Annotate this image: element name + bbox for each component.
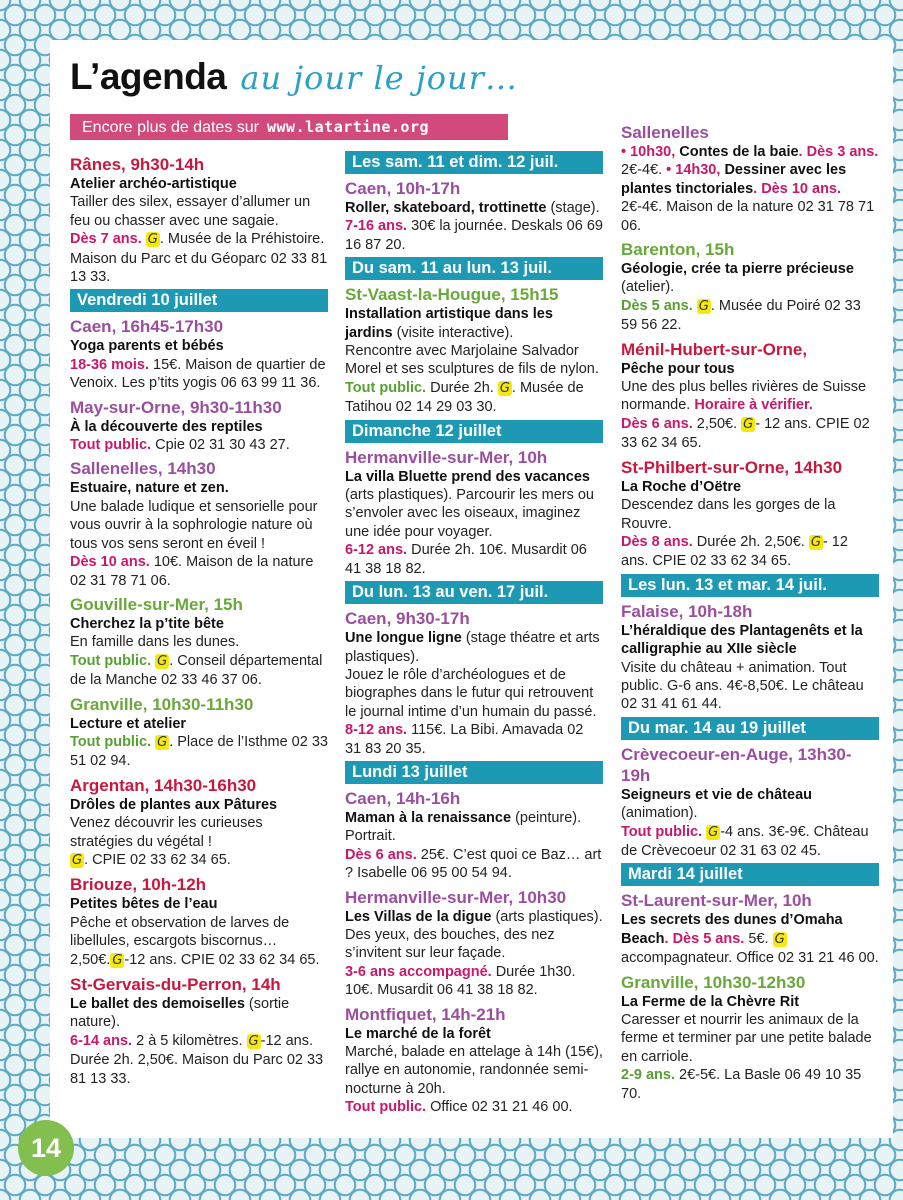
event-age: Tout public.	[70, 437, 152, 454]
date-header: Lundi 13 juillet	[345, 761, 603, 784]
event-age: Dès 8 ans.	[621, 533, 693, 550]
event-title: Installation artistique dans les jardins	[345, 306, 553, 341]
event-place: Hermanville-sur-Mer, 10h	[345, 447, 548, 467]
event-info-2: -12 ans. Durée 2h. 2,50€. Maison du Parc 02 33 81 13 33.	[70, 1032, 324, 1087]
event-title: La villa Bluette prend des vacances	[345, 468, 590, 485]
event-place: Gouville-sur-Mer, 15h	[70, 594, 243, 614]
event-st-laurent	[621, 890, 879, 967]
event-title: À la découverte des reptiles	[70, 418, 263, 435]
website-link[interactable]: www.latartine.org	[267, 118, 430, 136]
event-caen-roller	[345, 178, 603, 254]
event-info: Office 02 31 21 46 00.	[430, 1099, 573, 1116]
event-title: Le marché de la forêt	[345, 1025, 491, 1042]
event-age: 6-14 ans.	[70, 1032, 133, 1049]
event-title: Les secrets des dunes d’Omaha Beach	[621, 912, 843, 947]
event-age: Dès 6 ans.	[345, 846, 417, 863]
date-header: Du sam. 11 au lun. 13 juil.	[345, 257, 603, 280]
event-age: 7-16 ans.	[345, 218, 408, 235]
event-time: • 10h30,	[621, 144, 676, 160]
event-title: Estuaire, nature et zen.	[70, 480, 229, 497]
event-title: Le ballet des demoiselles	[70, 996, 245, 1012]
event-place: May-sur-Orne, 9h30-11h30	[70, 397, 282, 417]
event-info-2: accompagnateur. Office 02 31 21 46 00.	[621, 950, 879, 967]
event-place: St-Gervais-du-Perron, 14h	[70, 975, 281, 994]
event-desc: Pêche et observation de larves de libellules, escargots biscornus… 2,50€.	[70, 914, 290, 968]
event-title-extra: (arts plastiques).	[495, 908, 603, 925]
page-number-badge: 14	[18, 1120, 74, 1176]
event-place: Argentan, 14h30-16h30	[70, 775, 257, 795]
event-age: Tout public.	[70, 652, 152, 669]
page-title	[70, 56, 518, 98]
event-place: Caen, 16h45-17h30	[70, 317, 224, 337]
g-badge-icon: G	[499, 380, 510, 396]
event-age: Dès 5 ans.	[621, 297, 693, 314]
event-crevecoeur	[621, 744, 879, 861]
event-info: Durée 1h30. 10€. Musardit 06 41 38 18 82.	[345, 963, 576, 999]
event-granville	[70, 694, 328, 771]
event-title: Géologie, crée ta pierre précieuse	[621, 261, 854, 278]
g-badge-icon: G	[112, 952, 123, 968]
event-title: Petites bêtes de l’eau	[70, 896, 218, 913]
event-info: 25€. C’est quoi ce Baz… art ? Isabelle 06 95 00 54 94.	[345, 846, 602, 882]
event-title: Pêche pour tous	[621, 360, 735, 377]
column-left	[70, 150, 328, 1091]
event-info: Durée 2h. 10€. Musardit 06 41 38 18 82.	[345, 542, 587, 577]
event-place: Sallenelles	[621, 123, 709, 142]
event-place: Ménil-Hubert-sur-Orne,	[621, 339, 808, 359]
event-info: . Place de l’Isthme 02 33 51 02 94.	[70, 733, 328, 770]
event-info-2: - 12 ans. CPIE 02 33 62 34 65.	[621, 533, 848, 570]
event-st-philbert	[621, 457, 879, 571]
event-desc: Visite du château + animation. Tout public. G-6 ans. 4€-8,50€. Le château 02 31 41 61 44.	[621, 659, 864, 713]
event-info: Cpie 02 31 30 43 27.	[155, 437, 290, 454]
event-info: 30€ la journée. Deskals 06 69 16 87 20.	[345, 218, 603, 253]
event-info-2: 2€-4€. Maison de la nature 02 31 78 71 06.	[621, 199, 875, 234]
event-hermanville-villa	[345, 447, 603, 578]
g-badge-icon: G	[698, 298, 709, 314]
event-info: 115€. La Bibi. Amavada 02 31 83 20 35.	[345, 722, 584, 757]
event-desc: Une balade ludique et sensorielle pour vous ouvrir à la sophrologie nature où tous vos sens seront en éveil !	[70, 498, 318, 552]
event-title: Contes de la baie	[679, 144, 799, 160]
event-info: 15€. Maison de quartier de Venoix. Les p’tits yogis 06 63 99 11 36.	[70, 356, 326, 392]
event-place: Falaise, 10h-18h	[621, 601, 753, 621]
event-desc: En famille dans les dunes.	[70, 634, 240, 651]
event-age: Dès 6 ans.	[621, 415, 693, 432]
event-sallenelles-contes	[621, 122, 879, 235]
event-montfiquet	[345, 1004, 603, 1117]
event-may-sur-orne	[70, 397, 328, 455]
g-badge-icon: G	[147, 232, 158, 248]
event-place: Granville, 10h30-11h30	[70, 694, 254, 714]
event-info: . Conseil départemental de la Manche 02 33 46 37 06.	[70, 652, 323, 689]
event-place: Sallenelles, 14h30	[70, 459, 216, 479]
event-argentan	[70, 775, 328, 871]
event-hermanville-digue	[345, 887, 603, 1000]
event-title-extra: (stage théatre et arts plastiques).	[345, 630, 600, 665]
banner-text: Encore plus de dates sur	[82, 119, 259, 136]
event-granville-ferme	[621, 972, 879, 1103]
event-age: . Dès 3 ans.	[798, 144, 879, 160]
event-place: Rânes, 9h30-14h	[70, 155, 205, 174]
date-header: Mardi 14 juillet	[621, 863, 879, 886]
event-menil-hubert	[621, 339, 879, 453]
event-title: La Ferme de la Chèvre Rit	[621, 993, 800, 1010]
event-age: Tout public.	[345, 379, 427, 396]
event-gouville	[70, 594, 328, 690]
event-title: Une longue ligne	[345, 630, 462, 647]
event-info: . Musée du Poiré 02 33 59 56 22.	[621, 297, 861, 334]
event-caen-maman	[345, 788, 603, 883]
event-place: Barenton, 15h	[621, 240, 735, 260]
event-info: 2€-5€. La Basle 06 49 10 35 70.	[621, 1067, 862, 1102]
event-barenton	[621, 239, 879, 335]
event-info-2: . Musée de Tatihou 02 14 29 03 30.	[345, 379, 584, 416]
event-place: St-Vaast-la-Hougue, 15h15	[345, 285, 559, 305]
event-title: Roller, skateboard, trottinette	[345, 200, 547, 216]
event-info: 5€.	[748, 930, 769, 947]
event-title-extra: (arts plastiques). Parcourir les mers ou s’envoler avec les oiseaux, imaginez une idée pour voyager.	[345, 487, 594, 540]
event-age: Tout public.	[621, 823, 703, 840]
event-title-extra: (stage).	[550, 200, 600, 216]
event-title: Seigneurs et vie de château	[621, 786, 812, 803]
event-info: Durée 2h.	[430, 379, 494, 396]
column-middle	[345, 148, 603, 1120]
date-header: Dimanche 12 juillet	[345, 420, 603, 443]
event-title-extra: (atelier).	[621, 279, 675, 296]
g-badge-icon: G	[810, 534, 821, 550]
event-desc: Portrait.	[345, 828, 396, 845]
event-age: Dès 7 ans.	[70, 231, 142, 248]
event-place: Caen, 9h30-17h	[345, 609, 470, 629]
event-caen-ligne	[345, 608, 603, 758]
g-badge-icon: G	[72, 852, 83, 868]
event-place: Briouze, 10h-12h	[70, 875, 207, 895]
event-title-extra: (sortie nature).	[70, 996, 290, 1031]
g-badge-icon: G	[708, 824, 719, 840]
event-info: 2€-4€.	[621, 162, 663, 179]
event-desc: Des yeux, des bouches, des nez s’invitent sur leur façade.	[345, 926, 555, 962]
event-title: Maman à la renaissance	[345, 809, 512, 826]
event-place: Caen, 14h-16h	[345, 788, 461, 808]
g-badge-icon: G	[157, 653, 168, 669]
event-title: Atelier archéo-artistique	[70, 176, 237, 192]
event-age: Tout public.	[345, 1099, 427, 1116]
event-desc: Tailler des silex, essayer d’allumer un feu ou chasser avec une sagaie.	[70, 194, 311, 229]
event-info: -4 ans. 3€-9€. Château de Crèvecoeur 02 31 63 02 45.	[621, 823, 869, 859]
website-banner	[70, 114, 508, 140]
event-info: 10€. Maison de la nature 02 31 78 71 06.	[70, 554, 314, 589]
event-age: Tout public.	[70, 733, 152, 750]
event-title: Les Villas de la digue	[345, 908, 492, 925]
date-header: Du lun. 13 au ven. 17 juil.	[345, 581, 603, 604]
event-place: Granville, 10h30-12h30	[621, 972, 806, 992]
event-warning: Horaire à vérifier.	[694, 397, 813, 414]
date-header: Du mar. 14 au 19 juillet	[621, 717, 879, 740]
date-header: Vendredi 10 juillet	[70, 289, 328, 312]
event-place: Crèvecoeur-en-Auge, 13h30-19h	[621, 744, 852, 785]
event-age: 3-6 ans accompagné.	[345, 963, 492, 980]
event-place: St-Laurent-sur-Mer, 10h	[621, 891, 812, 911]
title-main: L’agenda	[70, 56, 227, 97]
event-info-2: - 12 ans. CPIE 02 33 62 34 65.	[621, 415, 870, 452]
event-place: Hermanville-sur-Mer, 10h30	[345, 887, 567, 907]
event-title-extra: (animation).	[621, 805, 698, 822]
event-title: Lecture et atelier	[70, 715, 187, 732]
event-age: . Dès 5 ans.	[664, 930, 745, 947]
event-age: 18-36 mois.	[70, 356, 149, 373]
event-info: . CPIE 02 33 62 34 65.	[84, 851, 231, 868]
event-desc: Une des plus belles rivières de Suisse normande.	[621, 379, 867, 414]
event-desc: Jouez le rôle d’archéologues et de biographes dans le futur qui retrouvent le journal intime d’un humain du passé.	[345, 666, 597, 720]
event-title-2: Dessiner avec les plantes tinctoriales	[621, 162, 847, 197]
event-age: 8-12 ans.	[345, 722, 408, 739]
title-script: au jour le jour…	[240, 59, 518, 97]
event-desc: Rencontre avec Marjolaine Salvador Morel et ses sculptures de fils de nylon.	[345, 343, 599, 378]
event-place: Caen, 10h-17h	[345, 179, 461, 198]
event-age: 6-12 ans.	[345, 542, 408, 559]
event-briouze	[70, 874, 328, 970]
event-age: 2-9 ans.	[621, 1067, 675, 1084]
event-info: Durée 2h. 2,50€.	[696, 533, 805, 550]
event-title: L’héraldique des Plantagenêts et la calligraphie au XIIe siècle	[621, 622, 863, 658]
event-caen-yoga	[70, 316, 328, 392]
column-right	[621, 118, 879, 1106]
event-info: 2,50€.	[696, 415, 738, 432]
event-age-2: . Dès 10 ans.	[753, 180, 842, 197]
g-badge-icon: G	[157, 734, 168, 750]
event-age: Dès 10 ans.	[70, 554, 150, 571]
g-badge-icon: G	[248, 1033, 259, 1049]
event-ranes	[70, 154, 328, 286]
event-st-gervais	[70, 974, 328, 1088]
g-badge-icon: G	[743, 416, 754, 432]
event-title: Cherchez la p’tite bête	[70, 615, 224, 632]
event-sallenelles	[70, 458, 328, 589]
event-title-extra: (peinture).	[515, 809, 582, 826]
event-title: La Roche d’Oëtre	[621, 478, 742, 495]
date-header: Les lun. 13 et mar. 14 juil.	[621, 574, 879, 597]
event-title: Drôles de plantes aux Pâtures	[70, 796, 278, 813]
event-place: St-Philbert-sur-Orne, 14h30	[621, 457, 843, 477]
event-desc: Descendez dans les gorges de la Rouvre.	[621, 497, 836, 532]
event-falaise	[621, 601, 879, 714]
g-badge-icon: G	[774, 931, 785, 947]
event-desc: Marché, balade en attelage à 14h (15€), rallye en autonomie, randonnée semi-nocturne à 20h.	[345, 1044, 603, 1097]
date-header: Les sam. 11 et dim. 12 juil.	[345, 151, 603, 174]
event-time-2: • 14h30,	[666, 162, 721, 179]
event-info: 2 à 5 kilomètres.	[136, 1032, 243, 1049]
event-info: . Musée de la Préhistoire. Maison du Parc et du Géoparc 02 33 81 13 33.	[70, 231, 328, 286]
event-title: Yoga parents et bébés	[70, 338, 224, 355]
event-info: -12 ans. CPIE 02 33 62 34 65.	[124, 951, 320, 968]
event-st-vaast	[345, 284, 603, 416]
event-desc: Venez découvrir les curieuses stratégies du végétal !	[70, 815, 263, 850]
event-desc: Caresser et nourrir les animaux de la ferme et terminer par une petite balade en carriole.	[621, 1012, 872, 1065]
event-title-extra: (visite interactive).	[396, 324, 514, 341]
event-place: Montfiquet, 14h-21h	[345, 1004, 506, 1024]
